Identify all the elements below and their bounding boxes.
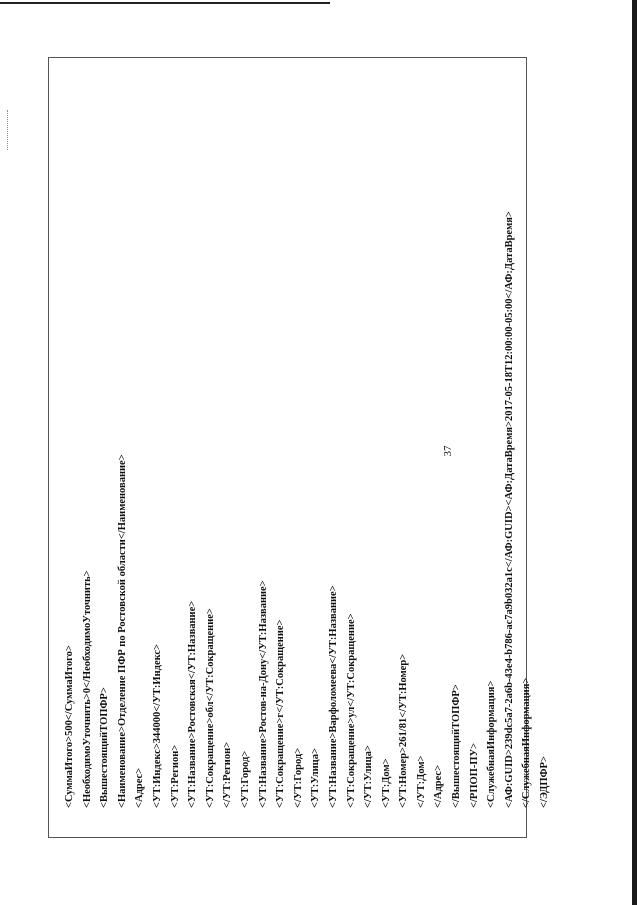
code-line: <ВышестоящийТОПФР> — [99, 687, 111, 808]
xml-code-block — [61, 48, 554, 808]
code-line: </УТ:Регион> — [222, 741, 234, 808]
page-number: 37 — [442, 445, 454, 457]
code-line: <УТ:Номер>261/81</УТ:Номер> — [398, 653, 410, 808]
scan-edge-right — [632, 0, 637, 905]
code-line: <УТ:Название>Ростов-на-Дону</УТ:Название> — [257, 580, 269, 808]
code-line: <СуммаИтого>500</СуммаИтого> — [64, 645, 75, 808]
code-line: </РПОП-ПУ> — [468, 742, 480, 808]
code-line: <УТ:Город> — [239, 750, 251, 808]
code-line: <УТ:Индекс>344000</УТ:Индекс> — [151, 643, 163, 808]
code-line: </ВышестоящийТОПФР> — [451, 684, 463, 808]
code-line: <УТ:Улица> — [310, 748, 322, 808]
code-line: <УТ:Сокращение>ул</УТ:Сокращение> — [345, 613, 357, 808]
code-line: </Адрес> — [433, 764, 445, 808]
code-line: </УТ:Город> — [292, 747, 304, 808]
scan-dots — [7, 110, 9, 150]
code-line: </УТ:Улица> — [363, 745, 375, 808]
code-line: <УТ:Дом> — [380, 758, 392, 808]
code-line: </УТ:Дом> — [415, 755, 427, 808]
code-line: <УТ:Название>Варфоломеева</УТ:Название> — [327, 585, 339, 808]
code-line: <НеобходимоУточнить>0</НеобходимоУточнить> — [81, 570, 93, 808]
code-line: <УТ:Сокращение>обл</УТ:Сокращение> — [204, 608, 216, 808]
code-line: <СлужебнаяИнформация> — [486, 680, 498, 808]
code-line: <УТ:Название>Ростовская</УТ:Название> — [187, 600, 199, 808]
code-line: <УТ:Регион> — [169, 744, 181, 808]
code-line: <АФ:GUID>239dc5a7-2a6b-43e4-b786-ac7a9b032a1c</АФ:GUID><АФ:ДатаВремя>2017-05-18T12:00:00-05:00</АФ:ДатаВремя> — [503, 211, 515, 808]
code-line: <УТ:Сокращение>г</УТ:Сокращение> — [275, 619, 287, 808]
code-line: </ЭДПФР> — [539, 756, 551, 808]
code-line: <Адрес> — [134, 767, 146, 808]
scan-edge-top — [0, 2, 330, 4]
code-line: </СлужебнаяИнформация> — [521, 677, 533, 808]
code-line: <Наименование>Отделение ПФР по Ростовской области</Наименование> — [116, 454, 128, 808]
